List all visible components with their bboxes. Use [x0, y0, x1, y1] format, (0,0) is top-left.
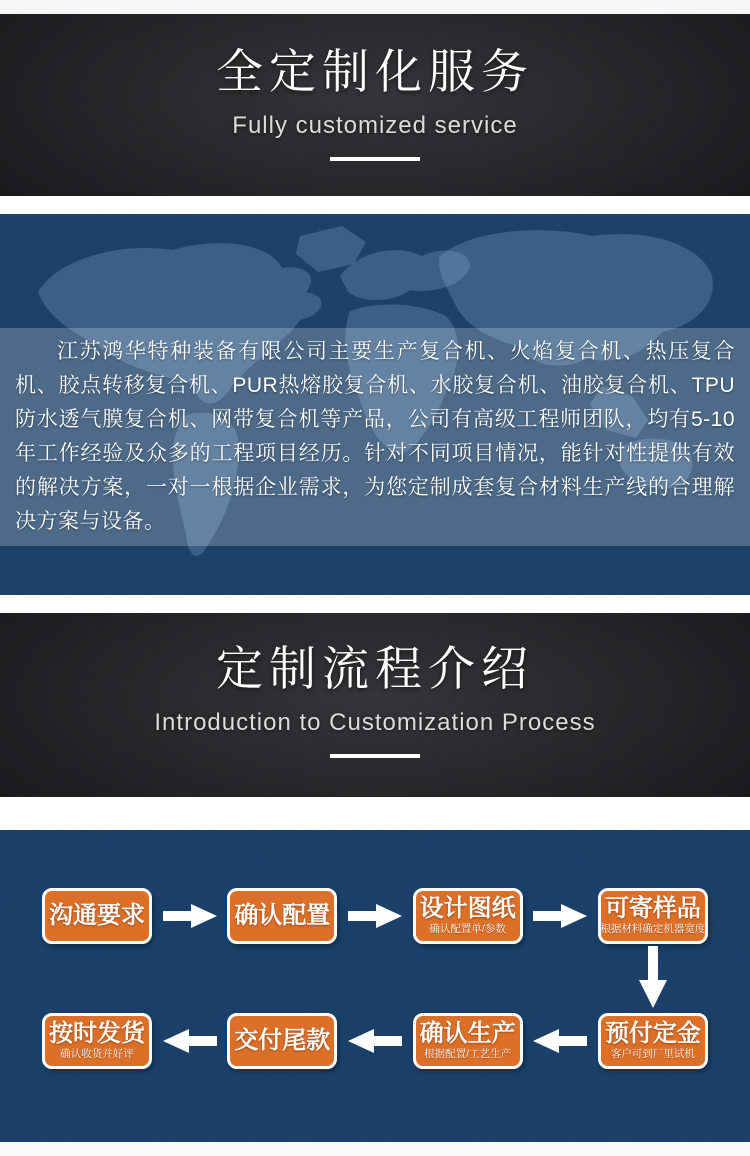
arrow-right-icon: [533, 903, 587, 929]
section-process-header: [0, 613, 750, 797]
title-underline-bar: [330, 754, 420, 758]
section-company-intro: [0, 214, 750, 595]
flow-step-label: 按时发货: [49, 1020, 145, 1048]
top-margin-strip: [0, 0, 750, 14]
flow-step-sublabel: 客户可到厂里试机: [610, 1048, 695, 1061]
process-subtitle: Introduction to Customization Process: [154, 708, 596, 736]
flow-step-pay-balance: [227, 1013, 337, 1069]
flow-step-label: 设计图纸: [419, 895, 516, 923]
flow-step-confirm-production: [413, 1013, 523, 1069]
flow-step-communicate-requirements: [42, 888, 152, 944]
flow-step-sublabel: 确认收货并好评: [60, 1048, 134, 1061]
section-customized-service-header: [0, 14, 750, 196]
process-title: 定制流程介绍: [216, 642, 534, 695]
arrow-right-icon: [163, 903, 217, 929]
flow-step-design-drawings: [413, 888, 523, 944]
flow-step-on-time-delivery: [42, 1013, 152, 1069]
arrow-left-icon: [348, 1028, 402, 1054]
page-title: 全定制化服务: [216, 45, 534, 98]
texture-noise-overlay: [0, 613, 750, 797]
title-underline-bar: [330, 157, 420, 161]
flow-step-sublabel: 根据配置/工艺生产: [424, 1048, 512, 1061]
white-gap: [0, 797, 750, 830]
arrow-right-icon: [348, 903, 402, 929]
arrow-down-icon: [639, 946, 667, 1008]
arrow-left-icon: [533, 1028, 587, 1054]
flow-step-label: 可寄样品: [604, 895, 701, 923]
bottom-margin-strip: [0, 1142, 750, 1156]
flow-step-label: 交付尾款: [234, 1027, 331, 1055]
flow-step-sublabel: 确认配置单/参数: [429, 923, 506, 936]
white-gap: [0, 595, 750, 613]
flow-step-advance-deposit: [598, 1013, 708, 1069]
flow-step-label: 确认配置: [234, 902, 331, 930]
intro-text-band: [0, 328, 750, 546]
flow-step-sublabel: 根据材料确定机器宽度: [600, 923, 706, 936]
flow-step-label: 确认生产: [419, 1020, 516, 1048]
arrow-left-icon: [163, 1028, 217, 1054]
texture-noise-overlay: [0, 14, 750, 196]
flow-step-label: 沟通要求: [49, 902, 145, 930]
flow-step-confirm-configuration: [227, 888, 337, 944]
flow-step-send-samples: [598, 888, 708, 944]
flow-row-bottom: [0, 1012, 750, 1070]
white-gap: [0, 196, 750, 214]
flow-row-top: [0, 887, 750, 945]
texture-noise-overlay: [0, 830, 750, 1142]
company-intro-paragraph: 江苏鸿华特种装备有限公司主要生产复合机、火焰复合机、热压复合机、胶点转移复合机、PUR热熔胶复合机、水胶复合机、油胶复合机、TPU防水透气膜复合机、网带复合机等产品，公司有高级工程师团队，均有5-10年工作经验及众多的工程项目经历。针对不同项目情况，能针对性提供有效的解决方案，一对一根据企业需求，为您定制成套复合材料生产线的合理解决方案与设备。: [15, 340, 735, 533]
page-subtitle: Fully customized service: [232, 111, 518, 139]
section-process-flowchart: [0, 830, 750, 1142]
flow-step-label: 预付定金: [604, 1020, 701, 1048]
